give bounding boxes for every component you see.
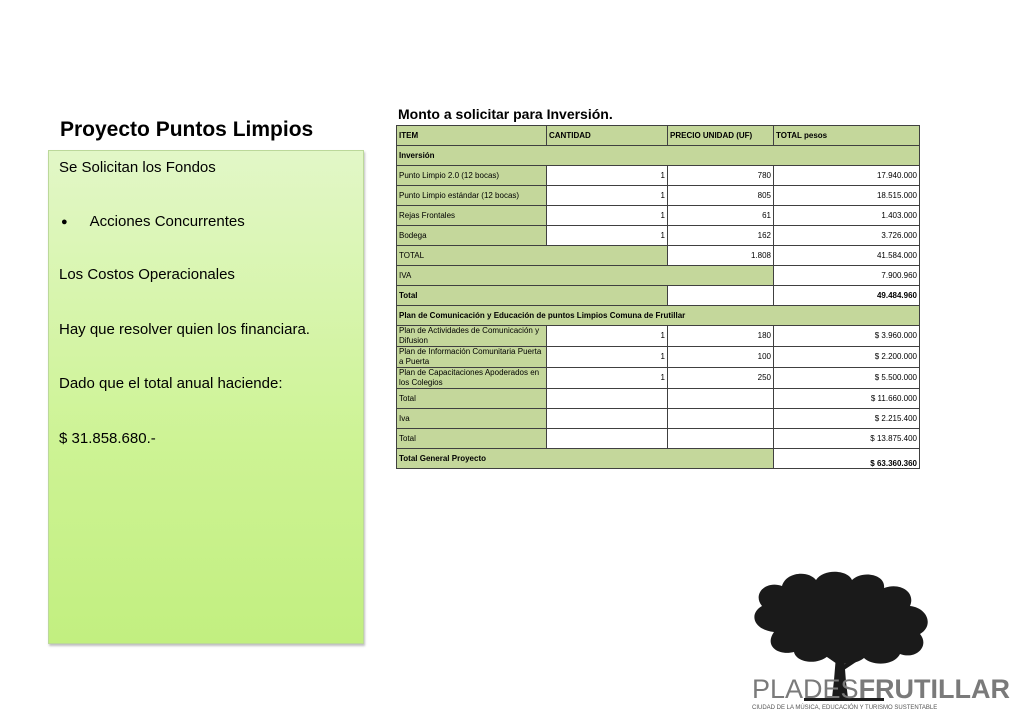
logo-text-light: PLADES — [752, 674, 859, 704]
iva-row — [397, 266, 920, 286]
cell-empty — [668, 429, 774, 449]
cell-total: $ 3.960.000 — [774, 326, 920, 347]
table-row — [397, 347, 920, 368]
header-total: TOTAL pesos — [774, 126, 920, 146]
cell-total: 1.403.000 — [774, 206, 920, 226]
grand-total-row — [397, 449, 920, 469]
cell-cantidad: 1 — [547, 326, 668, 347]
table-row — [397, 166, 920, 186]
table-row — [397, 326, 920, 347]
cell-iva-label: Iva — [397, 409, 547, 429]
cell-item: Rejas Frontales — [397, 206, 547, 226]
cell-grand-value: $ 63.360.360 — [774, 449, 920, 469]
cell-item: Bodega — [397, 226, 547, 246]
bullet-icon: ● — [61, 216, 68, 229]
table-row — [397, 368, 920, 389]
logo-text — [752, 674, 1010, 705]
investment-table — [396, 125, 920, 469]
section-plan: Plan de Comunicación y Educación de puntos Limpios Comuna de Frutillar — [397, 306, 920, 326]
cell-cantidad: 1 — [547, 226, 668, 246]
cell-item: Plan de Capacitaciones Apoderados en los Colegios — [397, 368, 547, 389]
cell-empty — [547, 389, 668, 409]
cell-total: $ 2.200.000 — [774, 347, 920, 368]
header-item: ITEM — [397, 126, 547, 146]
header-cantidad: CANTIDAD — [547, 126, 668, 146]
summary-line-annual: Dado que el total anual haciende: — [59, 375, 283, 392]
summary-line-costs: Los Costos Operacionales — [59, 266, 235, 283]
cell-total: $ 5.500.000 — [774, 368, 920, 389]
cell-total-label: Total — [397, 429, 547, 449]
cell-precio: 61 — [668, 206, 774, 226]
cell-total-label: Total — [397, 286, 668, 306]
cell-cantidad: 1 — [547, 206, 668, 226]
cell-precio: 162 — [668, 226, 774, 246]
cell-empty — [668, 389, 774, 409]
cell-cantidad: 1 — [547, 186, 668, 206]
total-row — [397, 286, 920, 306]
cell-total: 18.515.000 — [774, 186, 920, 206]
cell-precio: 180 — [668, 326, 774, 347]
section-row — [397, 146, 920, 166]
table-header-row — [397, 126, 920, 146]
cell-total-sum: 41.584.000 — [774, 246, 920, 266]
cell-total-label: Total — [397, 389, 547, 409]
cell-iva-value: $ 2.215.400 — [774, 409, 920, 429]
total-row — [397, 389, 920, 409]
cell-total: 17.940.000 — [774, 166, 920, 186]
table-title: Monto a solicitar para Inversión. — [398, 106, 613, 122]
cell-item: Punto Limpio estándar (12 bocas) — [397, 186, 547, 206]
cell-precio: 250 — [668, 368, 774, 389]
table-row — [397, 206, 920, 226]
cell-total-value: $ 11.660.000 — [774, 389, 920, 409]
cell-total: 3.726.000 — [774, 226, 920, 246]
logo-slogan: CIUDAD DE LA MÚSICA, EDUCACIÓN Y TURISMO SUSTENTABLE — [752, 705, 938, 711]
iva-row — [397, 409, 920, 429]
cell-total-label: TOTAL — [397, 246, 668, 266]
cell-total-value: $ 13.875.400 — [774, 429, 920, 449]
cell-total-value: 49.484.960 — [774, 286, 920, 306]
cell-precio: 805 — [668, 186, 774, 206]
cell-cantidad: 1 — [547, 347, 668, 368]
summary-bullet-text: Acciones Concurrentes — [89, 213, 245, 230]
summary-line-funds: Se Solicitan los Fondos — [59, 159, 216, 176]
table-row — [397, 226, 920, 246]
cell-item: Punto Limpio 2.0 (12 bocas) — [397, 166, 547, 186]
cell-precio: 780 — [668, 166, 774, 186]
cell-item: Plan de Información Comunitaria Puerta a Puerta — [397, 347, 547, 368]
cell-precio: 100 — [668, 347, 774, 368]
cell-cantidad: 1 — [547, 368, 668, 389]
cell-cantidad: 1 — [547, 166, 668, 186]
cell-iva-label: IVA — [397, 266, 774, 286]
page-title: Proyecto Puntos Limpios — [60, 118, 314, 141]
cell-empty — [547, 409, 668, 429]
cell-grand-label: Total General Proyecto — [397, 449, 774, 469]
total-row — [397, 429, 920, 449]
total-row — [397, 246, 920, 266]
cell-item: Plan de Actividades de Comunicación y Difusion — [397, 326, 547, 347]
summary-line-financing: Hay que resolver quien los financiara. — [59, 321, 310, 338]
table-row — [397, 186, 920, 206]
cell-iva-value: 7.900.960 — [774, 266, 920, 286]
cell-empty — [668, 409, 774, 429]
section-row — [397, 306, 920, 326]
section-inversion: Inversión — [397, 146, 920, 166]
logo-text-bold: FRUTILLAR — [858, 674, 1010, 704]
summary-bullet — [61, 213, 245, 230]
summary-box — [48, 150, 364, 644]
header-precio: PRECIO UNIDAD (UF) — [668, 126, 774, 146]
summary-line-amount: $ 31.858.680.- — [59, 430, 156, 447]
cell-empty — [668, 286, 774, 306]
cell-empty — [547, 429, 668, 449]
cell-precio-sum: 1.808 — [668, 246, 774, 266]
